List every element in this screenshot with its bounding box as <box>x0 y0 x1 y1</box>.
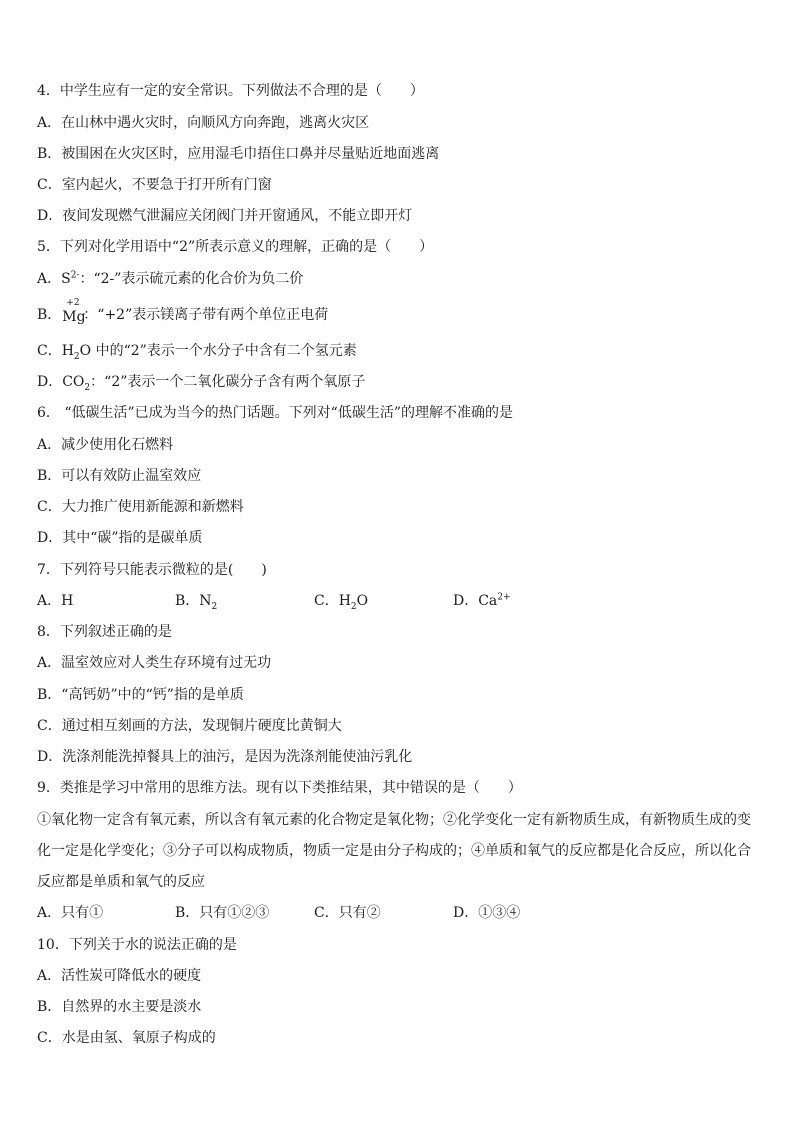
q9-option-d: D．①③④ <box>453 905 521 921</box>
q7-d-sup: 2+ <box>497 592 511 603</box>
q5-b-prefix: B． <box>37 307 62 323</box>
q7-c-sub: 2 <box>350 601 357 612</box>
q5-b-sym: Mg <box>62 309 86 325</box>
q5-option-d <box>37 371 764 393</box>
q7-option-d <box>453 590 511 612</box>
q6-option-c: C．大力推广使用新能源和新燃料 <box>37 499 244 515</box>
q9-option-b: B．只有①②③ <box>175 905 270 921</box>
q7-c-rest: O <box>356 593 369 609</box>
q5-c-prefix: C．H <box>37 343 74 359</box>
q5-a-sup: 2- <box>70 270 80 281</box>
q7-c-prefix: C．H <box>314 593 351 609</box>
q4-option-c: C．室内起火，不要急于打开所有门窗 <box>37 177 272 193</box>
q5-d-sub: 2 <box>84 382 91 393</box>
q10-option-a: A．活性炭可降低水的硬度 <box>37 968 202 984</box>
q6-option-d: D．其中“碳”指的是碳单质 <box>37 530 203 546</box>
q5-b-top: +2 <box>66 298 80 308</box>
q9-option-a: A．只有① <box>37 905 104 921</box>
q9-option-c: C．只有② <box>314 905 381 921</box>
q5-b-valence-symbol <box>61 298 86 326</box>
q5-a-rest: ：“2-”表示硫元素的化合价为负二价 <box>79 271 304 287</box>
q7-b-prefix: B．N <box>175 593 212 609</box>
q4-stem: 4．中学生应有一定的安全常识。下列做法不合理的是（ ） <box>37 83 424 99</box>
q7-options <box>37 590 557 612</box>
q5-stem: 5．下列对化学用语中“2”所表示意义的理解，正确的是（ ） <box>37 239 434 255</box>
q4-option-d: D．夜间发现燃气泄漏应关闭阀门并开窗通风，不能立即开灯 <box>37 208 413 224</box>
q5-option-c <box>37 340 764 362</box>
q4-option-a: A．在山林中遇火灾时，向顺风方向奔跑，逃离火灾区 <box>37 115 370 131</box>
q7-option-c <box>314 590 368 612</box>
q5-a-prefix: A．S <box>37 271 71 287</box>
q9-body-line1: ①氧化物一定含有氧元素，所以含有氧元素的化合物定是氧化物；②化学变化一定有新物质生成，有新物质生成的变 <box>37 812 751 828</box>
q9-body-line2: 化一定是化学变化；③分子可以构成物质，物质一定是由分子构成的；④单质和氧气的反应都是化合反应，所以化合 <box>37 843 751 859</box>
q5-c-rest: O 中的“2”表示一个水分子中含有二个氢元素 <box>79 343 357 359</box>
q4-option-b: B．被围困在火灾区时，应用湿毛巾捂住口鼻并尽量贴近地面逃离 <box>37 146 440 162</box>
q10-stem: 10．下列关于水的说法正确的是 <box>37 937 237 953</box>
q5-option-b <box>37 298 764 326</box>
q5-b-rest: ：“+2”表示镁离子带有两个单位正电荷 <box>83 307 329 323</box>
q8-option-b: B．“高钙奶”中的“钙”指的是单质 <box>37 687 244 703</box>
q9-body-line3: 反应都是单质和氧气的反应 <box>37 874 205 890</box>
q7-b-sub: 2 <box>211 601 218 612</box>
q6-option-a: A．减少使用化石燃料 <box>37 437 174 453</box>
q8-stem: 8．下列叙述正确的是 <box>37 624 172 640</box>
q5-option-a <box>37 268 764 290</box>
q5-c-sub: 2 <box>73 351 80 362</box>
q9-options <box>37 902 557 924</box>
q7-stem: 7．下列符号只能表示微粒的是( ) <box>37 562 267 578</box>
q8-option-d: D．洗涤剂能洗掉餐具上的油污，是因为洗涤剂能使油污乳化 <box>37 749 413 765</box>
q8-option-c: C．通过相互刻画的方法，发现铜片硬度比黄铜大 <box>37 718 342 734</box>
q5-d-prefix: D．CO <box>37 374 85 390</box>
q10-option-c: C．水是由氢、氧原子构成的 <box>37 1030 216 1046</box>
q8-option-a: A．温室效应对人类生存环境有过无功 <box>37 655 272 671</box>
q6-stem: 6． “低碳生活”已成为当今的热门话题。下列对“低碳生活”的理解不准确的是 <box>37 405 513 421</box>
q10-option-b: B．自然界的水主要是淡水 <box>37 999 202 1015</box>
q7-d-prefix: D．Ca <box>453 593 498 609</box>
q7-option-b <box>175 590 217 612</box>
q7-option-a: A．H <box>37 593 74 609</box>
q9-stem: 9．类推是学习中常用的思维方法。现有以下类推结果，其中错误的是（ ） <box>37 780 522 796</box>
q5-d-rest: ：“2”表示一个二氧化碳分子含有两个氧原子 <box>90 374 366 390</box>
q6-option-b: B．可以有效防止温室效应 <box>37 468 202 484</box>
